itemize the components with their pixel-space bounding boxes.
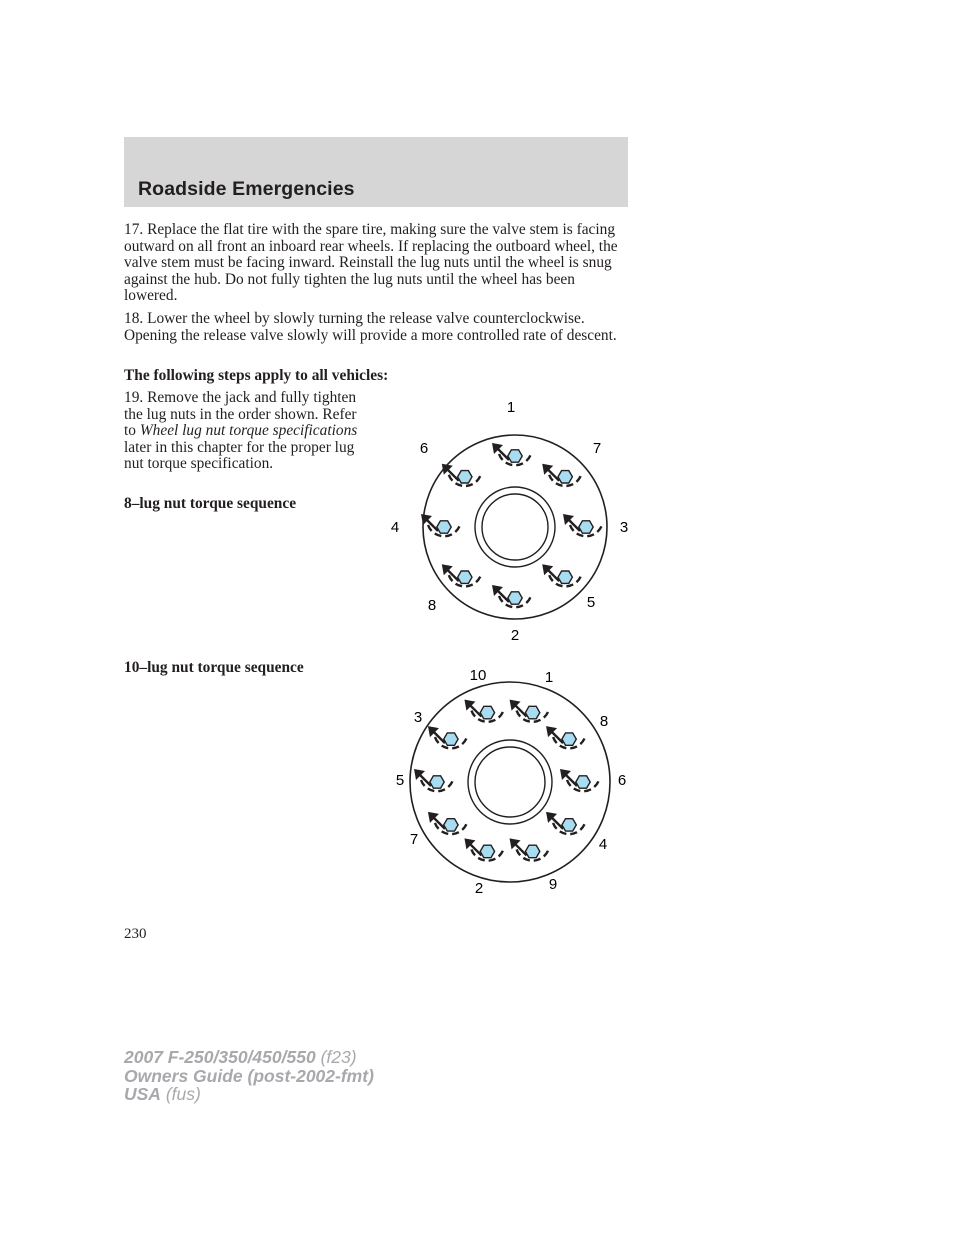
footer-market: USA bbox=[124, 1084, 161, 1104]
step-17: 17. Replace the flat tire with the spare tire, making sure the valve stem is facing outward on all front an inboard rear wheels. If replacing the outboard wheel, the valve stem must be facing inward. Reinstall the lug nuts until the wheel is snug against the hub. Do not fully tighten the lug nuts until the wheel has been lowered. bbox=[124, 221, 618, 305]
hex-nut-icon bbox=[558, 571, 572, 583]
sequence-label: 3 bbox=[619, 519, 629, 536]
diagram-10-lug-sequence bbox=[380, 662, 640, 902]
hex-nut-icon bbox=[576, 776, 590, 788]
section-title: Roadside Emergencies bbox=[138, 178, 355, 200]
hex-nut-icon bbox=[525, 706, 539, 719]
all-vehicles-note: The following steps apply to all vehicles: bbox=[124, 367, 389, 384]
sequence-label: 7 bbox=[409, 831, 419, 848]
hex-nut-icon bbox=[430, 776, 444, 788]
sequence-label: 10 bbox=[469, 667, 487, 684]
hex-nut-icon bbox=[508, 592, 522, 604]
hex-nut-icon bbox=[562, 733, 576, 745]
page-number: 230 bbox=[124, 926, 147, 942]
sequence-label: 5 bbox=[586, 594, 596, 611]
sequence-label: 4 bbox=[390, 519, 400, 536]
hex-nut-icon bbox=[444, 819, 458, 831]
document-footer bbox=[124, 1048, 374, 1104]
caption-8-lug: 8–lug nut torque sequence bbox=[124, 495, 297, 512]
hex-nut-icon bbox=[458, 471, 472, 483]
hex-nut-icon bbox=[525, 845, 539, 858]
footer-model: 2007 F-250/350/450/550 bbox=[124, 1047, 316, 1067]
footer-model-code: (f23) bbox=[320, 1047, 357, 1067]
hex-nut-icon bbox=[562, 819, 576, 831]
hex-nut-icon bbox=[508, 450, 522, 462]
hex-nut-icon bbox=[437, 521, 451, 533]
sequence-label: 1 bbox=[506, 399, 516, 416]
sequence-label: 4 bbox=[598, 836, 608, 853]
footer-guide: Owners Guide (post-2002-fmt) bbox=[124, 1065, 374, 1086]
step-18: 18. Lower the wheel by slowly turning the release valve counterclockwise. Opening the release valve slowly will provide a more controlled rate of descent. bbox=[124, 310, 617, 344]
section-header bbox=[124, 137, 628, 207]
hex-nut-icon bbox=[579, 521, 593, 533]
torque-spec-reference: Wheel lug nut torque specifications bbox=[139, 422, 358, 440]
step-19-text: 19. Remove the jack and fully tighten the lug nuts in the order shown. Refer to bbox=[124, 389, 357, 440]
hex-nut-icon bbox=[480, 845, 494, 858]
sequence-label: 6 bbox=[617, 772, 627, 789]
sequence-label: 3 bbox=[413, 709, 423, 726]
step-19-text-end: later in this chapter for the proper lug nut torque specification. bbox=[124, 438, 355, 473]
diagram-8-lug-sequence bbox=[380, 390, 640, 650]
sequence-label: 8 bbox=[599, 713, 609, 730]
step-19 bbox=[124, 390, 364, 473]
sequence-label: 5 bbox=[395, 772, 405, 789]
sequence-label: 8 bbox=[427, 597, 437, 614]
sequence-label: 7 bbox=[592, 440, 602, 457]
sequence-label: 1 bbox=[544, 669, 554, 686]
wheel-hub-inner bbox=[482, 494, 548, 560]
hex-nut-icon bbox=[480, 706, 494, 719]
sequence-label: 2 bbox=[474, 880, 484, 897]
footer-market-code: (fus) bbox=[165, 1084, 201, 1104]
sequence-label: 2 bbox=[510, 627, 520, 644]
hex-nut-icon bbox=[444, 733, 458, 745]
wheel-hub-inner bbox=[475, 747, 545, 817]
sequence-label: 9 bbox=[548, 876, 558, 893]
sequence-label: 6 bbox=[419, 440, 429, 457]
hex-nut-icon bbox=[458, 571, 472, 583]
hex-nut-icon bbox=[558, 471, 572, 483]
caption-10-lug: 10–lug nut torque sequence bbox=[124, 659, 304, 676]
